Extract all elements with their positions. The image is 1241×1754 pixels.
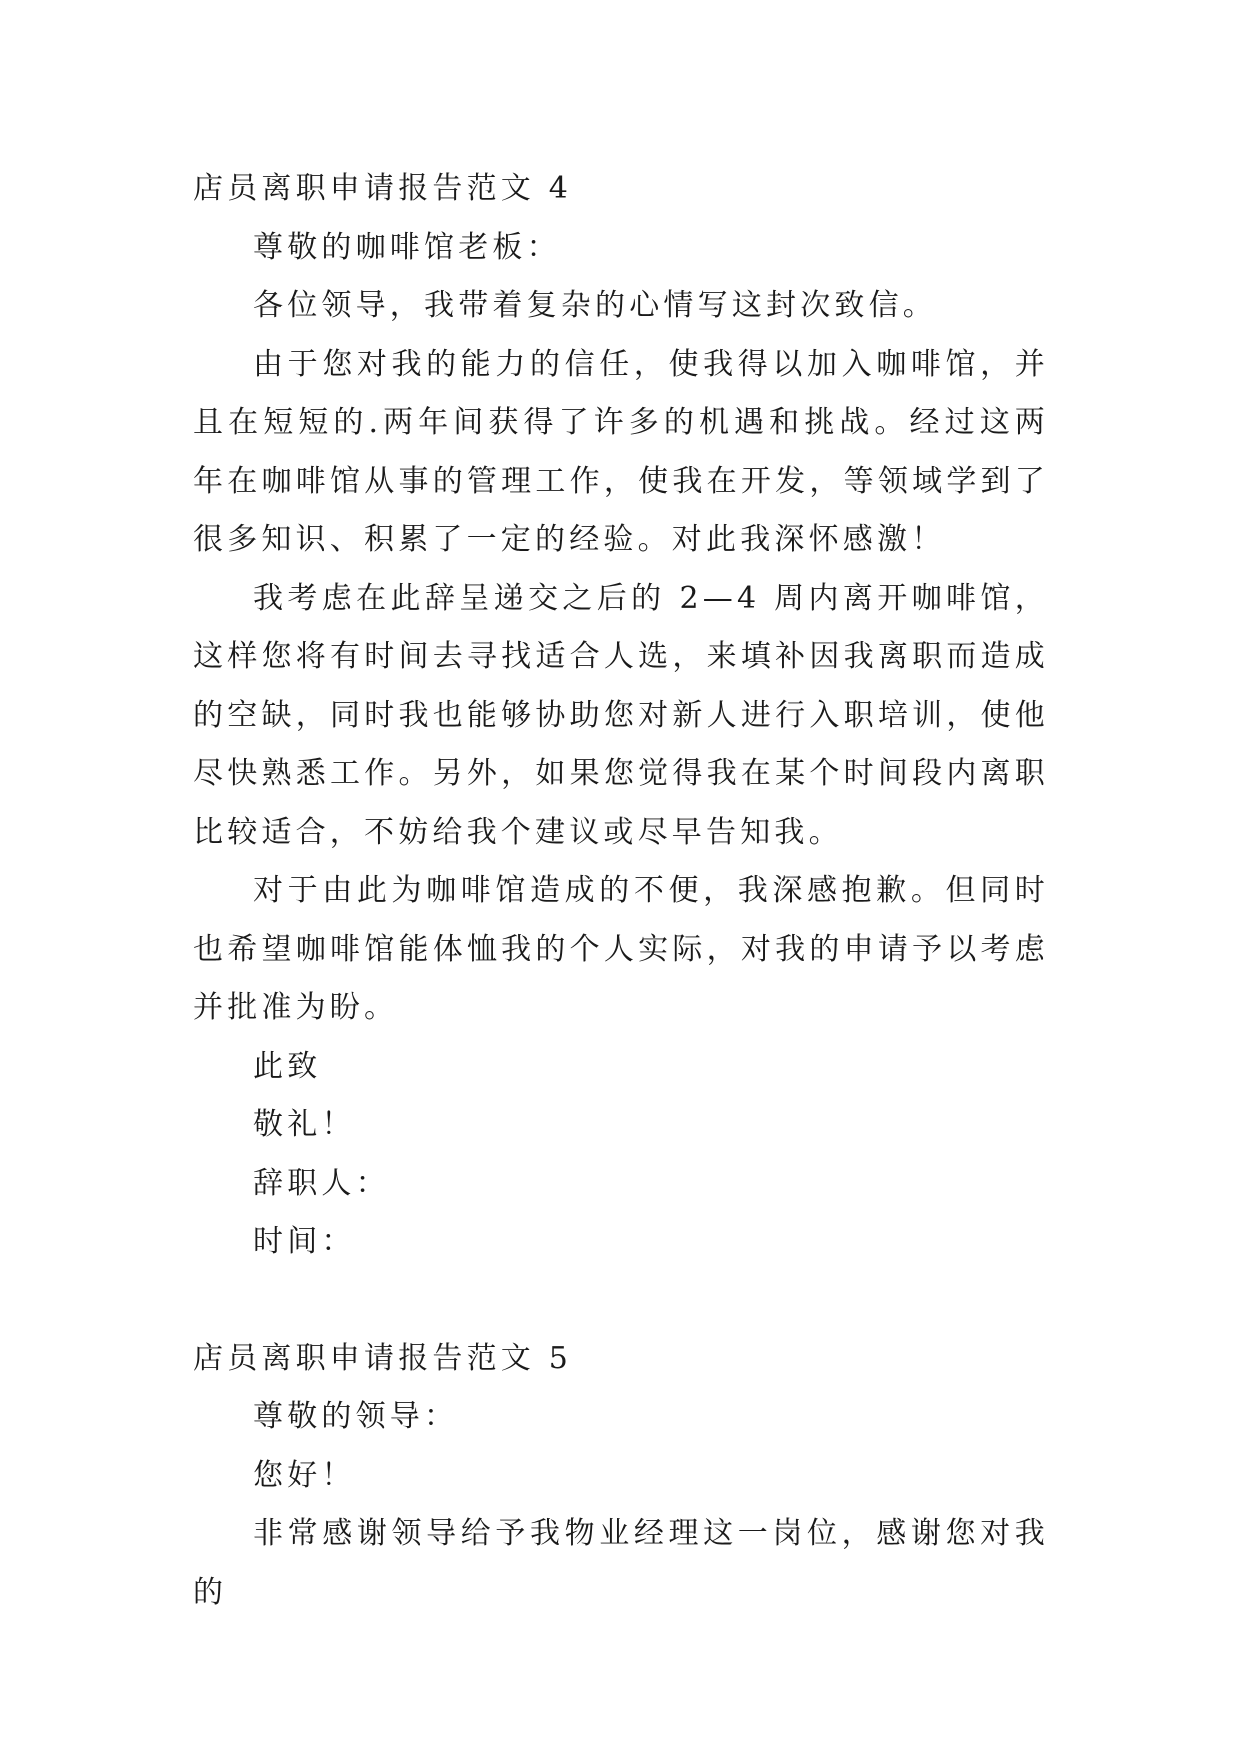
sample-4-title: 店员离职申请报告范文 4 — [193, 171, 573, 206]
sample-4-signer: 辞职人： — [253, 1165, 390, 1201]
sample-5-section — [193, 1330, 1049, 1623]
sample-4-paragraph-4: 对于由此为咖啡馆造成的不便，我深感抱歉。但同时也希望咖啡馆能体恤我的个人实际，对我的申请予以考虑并批准为盼。 — [193, 873, 1049, 1025]
sample-5-title: 店员离职申请报告范文 5 — [193, 1340, 573, 1376]
sample-4-date: 时间： — [253, 1224, 356, 1259]
sample-4-closing: 此致 — [253, 1048, 322, 1084]
section-spacer — [193, 1272, 1049, 1330]
sample-4-section — [193, 160, 1049, 1272]
sample-4-paragraph-1: 各位领导，我带着复杂的心情写这封次致信。 — [253, 288, 937, 323]
sample-4-regards: 敬礼！ — [253, 1107, 356, 1142]
sample-5-paragraph-1: 非常感谢领导给予我物业经理这一岗位，感谢您对我的 — [193, 1516, 1049, 1610]
sample-4-salutation: 尊敬的咖啡馆老板： — [253, 229, 561, 265]
sample-4-paragraph-3: 我考虑在此辞呈递交之后的 2—4 周内离开咖啡馆，这样您将有时间去寻找适合人选，来填补因我离职而造成的空缺，同时我也能够协助您对新人进行入职培训，使他尽快熟悉工作。另外，如果您觉得我在某个时间段内离职比较适合，不妨给我个建议或尽早告知我。 — [193, 580, 1049, 850]
document-body — [193, 160, 1049, 1622]
sample-5-salutation: 尊敬的领导： — [253, 1399, 459, 1434]
sample-4-paragraph-2: 由于您对我的能力的信任，使我得以加入咖啡馆，并且在短短的.两年间获得了许多的机遇和挑战。经过这两年在咖啡馆从事的管理工作，使我在开发，等领域学到了很多知识、积累了一定的经验。对此我深怀感激！ — [193, 346, 1049, 557]
sample-5-greeting: 您好！ — [253, 1457, 356, 1493]
